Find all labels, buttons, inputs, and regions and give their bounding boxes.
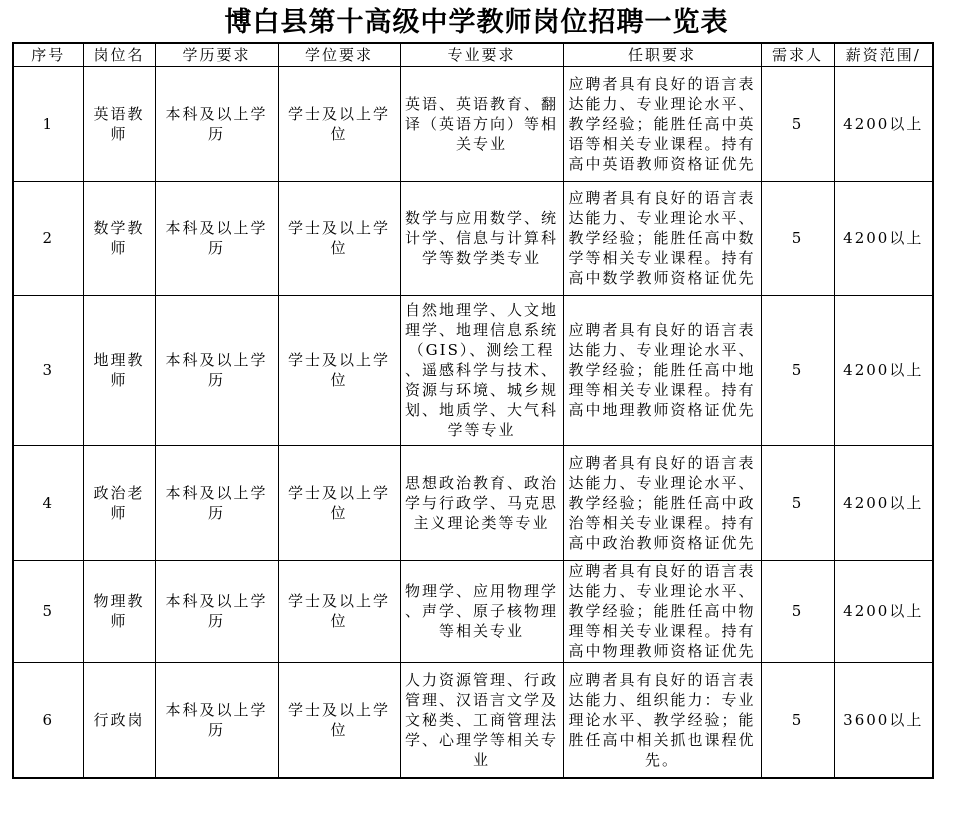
col-header-requirements: 任职要求: [563, 43, 761, 66]
cell-headcount: 5: [761, 66, 834, 181]
cell-degree: 学士及以上学位: [278, 181, 400, 295]
col-header-no: 序号: [13, 43, 83, 66]
cell-position: 地理教师: [83, 295, 155, 445]
table-header-row: [13, 43, 933, 66]
cell-education: 本科及以上学历: [155, 66, 278, 181]
table-row: [13, 295, 933, 445]
cell-position: 政治老师: [83, 445, 155, 560]
cell-education: 本科及以上学历: [155, 662, 278, 778]
cell-education: 本科及以上学历: [155, 445, 278, 560]
cell-requirements: 应聘者具有良好的语言表达能力、专业理论水平、教学经验；能胜任高中物理等相关专业课程。持有高中物理教师资格证优先: [563, 560, 761, 662]
cell-position: 数学教师: [83, 181, 155, 295]
cell-salary: 4200以上: [834, 445, 933, 560]
cell-position: 英语教师: [83, 66, 155, 181]
cell-no: 3: [13, 295, 83, 445]
col-header-salary: 薪资范围/: [834, 43, 933, 66]
cell-major: 物理学、应用物理学、声学、原子核物理等相关专业: [400, 560, 563, 662]
cell-position: 行政岗: [83, 662, 155, 778]
cell-headcount: 5: [761, 560, 834, 662]
cell-requirements: 应聘者具有良好的语言表达能力、组织能力：专业理论水平、教学经验；能胜任高中相关抓也课程优先。: [563, 662, 761, 778]
table-row: [13, 560, 933, 662]
cell-no: 1: [13, 66, 83, 181]
cell-position: 物理教师: [83, 560, 155, 662]
cell-degree: 学士及以上学位: [278, 560, 400, 662]
cell-degree: 学士及以上学位: [278, 66, 400, 181]
table-row: [13, 445, 933, 560]
table-row: [13, 662, 933, 778]
recruitment-table: [12, 42, 934, 779]
cell-major: 数学与应用数学、统计学、信息与计算科学等数学类专业: [400, 181, 563, 295]
col-header-degree: 学位要求: [278, 43, 400, 66]
col-header-major: 专业要求: [400, 43, 563, 66]
cell-salary: 3600以上: [834, 662, 933, 778]
cell-degree: 学士及以上学位: [278, 295, 400, 445]
cell-education: 本科及以上学历: [155, 181, 278, 295]
cell-education: 本科及以上学历: [155, 295, 278, 445]
cell-salary: 4200以上: [834, 181, 933, 295]
cell-headcount: 5: [761, 295, 834, 445]
cell-headcount: 5: [761, 181, 834, 295]
cell-requirements: 应聘者具有良好的语言表达能力、专业理论水平、教学经验；能胜任高中地理等相关专业课程。持有高中地理教师资格证优先: [563, 295, 761, 445]
page-title: 博白县第十高级中学教师岗位招聘一览表: [224, 7, 729, 38]
col-header-headcount: 需求人: [761, 43, 834, 66]
cell-headcount: 5: [761, 445, 834, 560]
cell-salary: 4200以上: [834, 560, 933, 662]
cell-salary: 4200以上: [834, 295, 933, 445]
cell-major: 英语、英语教育、翻译（英语方向）等相关专业: [400, 66, 563, 181]
cell-salary: 4200以上: [834, 66, 933, 181]
col-header-education: 学历要求: [155, 43, 278, 66]
cell-degree: 学士及以上学位: [278, 445, 400, 560]
cell-headcount: 5: [761, 662, 834, 778]
table-row: [13, 66, 933, 181]
cell-major: 自然地理学、人文地理学、地理信息系统（GIS）、测绘工程、遥感科学与技术、资源与环境、城乡规划、地质学、大气科学等专业: [400, 295, 563, 445]
cell-degree: 学士及以上学位: [278, 662, 400, 778]
cell-no: 5: [13, 560, 83, 662]
col-header-position: 岗位名: [83, 43, 155, 66]
cell-requirements: 应聘者具有良好的语言表达能力、专业理论水平、教学经验；能胜任高中英语等相关专业课程。持有高中英语教师资格证优先: [563, 66, 761, 181]
table-row: [13, 181, 933, 295]
cell-requirements: 应聘者具有良好的语言表达能力、专业理论水平、教学经验；能胜任高中政治等相关专业课程。持有高中政治教师资格证优先: [563, 445, 761, 560]
cell-no: 6: [13, 662, 83, 778]
cell-major: 思想政治教育、政治学与行政学、马克思主义理论类等专业: [400, 445, 563, 560]
cell-no: 4: [13, 445, 83, 560]
cell-no: 2: [13, 181, 83, 295]
cell-education: 本科及以上学历: [155, 560, 278, 662]
cell-requirements: 应聘者具有良好的语言表达能力、专业理论水平、教学经验；能胜任高中数学等相关专业课程。持有高中数学教师资格证优先: [563, 181, 761, 295]
cell-major: 人力资源管理、行政管理、汉语言文学及文秘类、工商管理法学、心理学等相关专业: [400, 662, 563, 778]
